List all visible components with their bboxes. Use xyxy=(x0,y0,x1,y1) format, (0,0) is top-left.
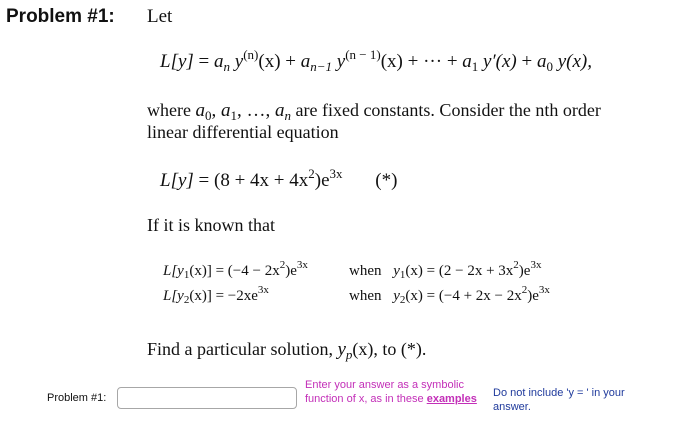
ode-equation: $L[y] = (8 + 4x + 4x^2)e^{3x}$ (*) xyxy=(160,166,398,191)
answer-label: Problem #1: xyxy=(47,392,107,404)
let-text: Let xyxy=(147,6,173,27)
where-line-1: where $a_0$, $a_1$, …, $a_n$ are fixed constants. Consider the nth order xyxy=(147,100,601,123)
condition-when-2: when $y_2(x) = (-4 + 2x - 2x^2)e^{3x}$ xyxy=(349,284,550,306)
condition-when-1: when $y_1(x) = (2 - 2x + 3x^2)e^{3x}$ xyxy=(349,259,542,281)
problem-heading: Problem #1: xyxy=(6,6,115,27)
answer-hint: Enter your answer as a symbolic function of x, as in these examples xyxy=(305,379,477,405)
condition-row-2: $L[y_2(x)] = -2xe^{3x}$ xyxy=(163,284,269,306)
condition-row-1: $L[y_1(x)] = (-4 - 2x^2)e^{3x}$ xyxy=(163,259,308,281)
where-line-2: linear differential equation xyxy=(147,122,339,142)
answer-note: Do not include 'y = ' in your answer. xyxy=(493,387,625,413)
find-text: Find a particular solution, $y_p(x)$, to (*). xyxy=(147,339,427,362)
operator-definition: $L[y] = a_n$ $y^{(n)}(x) + a_{n-1}$ $y^{(n - 1)}(x)$ + ··· + $a_1$ $y'(x) + a_0$ y(x), xyxy=(160,47,592,74)
answer-input[interactable] xyxy=(117,387,297,409)
examples-link[interactable]: examples xyxy=(426,393,477,405)
known-text: If it is known that xyxy=(147,215,275,235)
